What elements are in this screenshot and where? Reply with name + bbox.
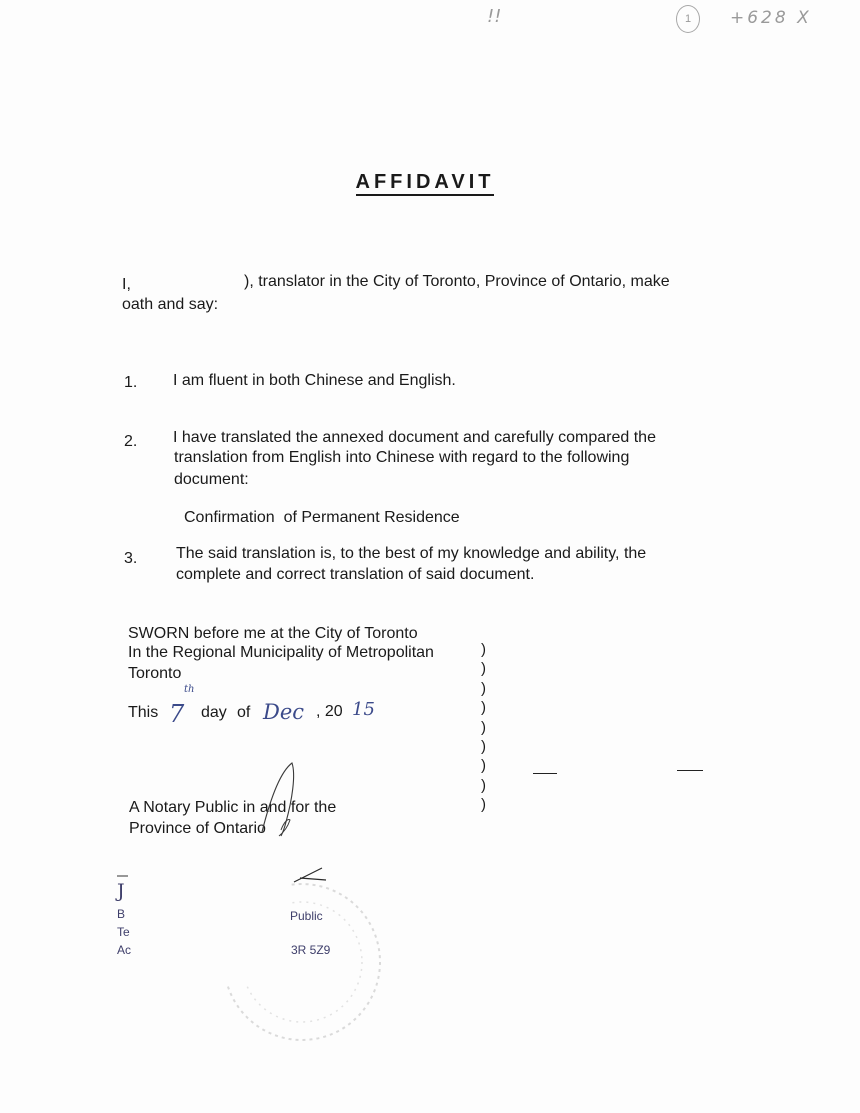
this-label: This (128, 704, 159, 721)
pencil-mark-left: !! (487, 6, 502, 27)
notary-line-1: A Notary Public in and for the (129, 799, 337, 816)
notary-line-2: Province of Ontario (129, 820, 266, 837)
item-2-line-2: translation from English into Chinese with regard to the following (174, 449, 630, 466)
stamp-left-fragment: J (117, 880, 125, 902)
stamp-public-fragment: Public (290, 909, 323, 923)
stamp-left-fragment: Te (117, 925, 130, 939)
item-number-1: 1. (124, 374, 138, 391)
item-2-line-3: document: (174, 471, 249, 488)
handwritten-month: Dec (263, 700, 305, 724)
of-label: of (237, 704, 251, 721)
stamp-left-fragment: Ac (117, 943, 132, 957)
document-name: Confirmation of Permanent Residence (184, 509, 460, 526)
bracket: ) (481, 660, 486, 678)
stamp-postal-fragment: 3R 5Z9 (291, 943, 331, 957)
bracket: ) (481, 699, 486, 717)
bracket: ) (481, 641, 486, 658)
page-title: AFFIDAVIT (0, 171, 850, 194)
bracket: ) (481, 738, 486, 756)
bracket: ) (481, 796, 486, 814)
opening-line-2: oath and say: (122, 296, 219, 313)
item-number-2: 2. (124, 433, 138, 450)
stamp-left-fragment: B (117, 907, 126, 921)
opening-line-1-start: I, (122, 276, 131, 293)
item-3-line-1: The said translation is, to the best of my knowledge and ability, the (176, 545, 647, 562)
opening-line-1-rest: ), translator in the City of Toronto, Province of Ontario, make (244, 273, 670, 290)
bracket: ) (481, 679, 486, 697)
item-2-line-1: I have translated the annexed document and carefully compared the (173, 429, 656, 446)
item-1-line-1: I am fluent in both Chinese and English. (173, 372, 456, 389)
sworn-line-3: Toronto (128, 665, 182, 682)
item-3-line-2: complete and correct translation of said document. (176, 566, 535, 583)
handwritten-year: 15 (352, 699, 375, 720)
handwritten-day-suffix: th (184, 684, 195, 695)
bracket: ) (481, 718, 486, 736)
pencil-mark-right: +628 X (730, 8, 812, 28)
sworn-line-1: SWORN before me at the City of Toronto (128, 625, 418, 642)
bracket: ) (481, 776, 486, 794)
handwritten-day: 7 (169, 700, 185, 728)
redaction-box (122, 878, 290, 983)
circled-page-number-text: 1 (684, 13, 692, 25)
day-label: day (201, 704, 227, 721)
bracket: ) (481, 757, 486, 775)
year-prefix: , 20 (316, 703, 343, 720)
sworn-line-2: In the Regional Municipality of Metropolitan (128, 644, 434, 661)
item-number-3: 3. (124, 550, 138, 567)
